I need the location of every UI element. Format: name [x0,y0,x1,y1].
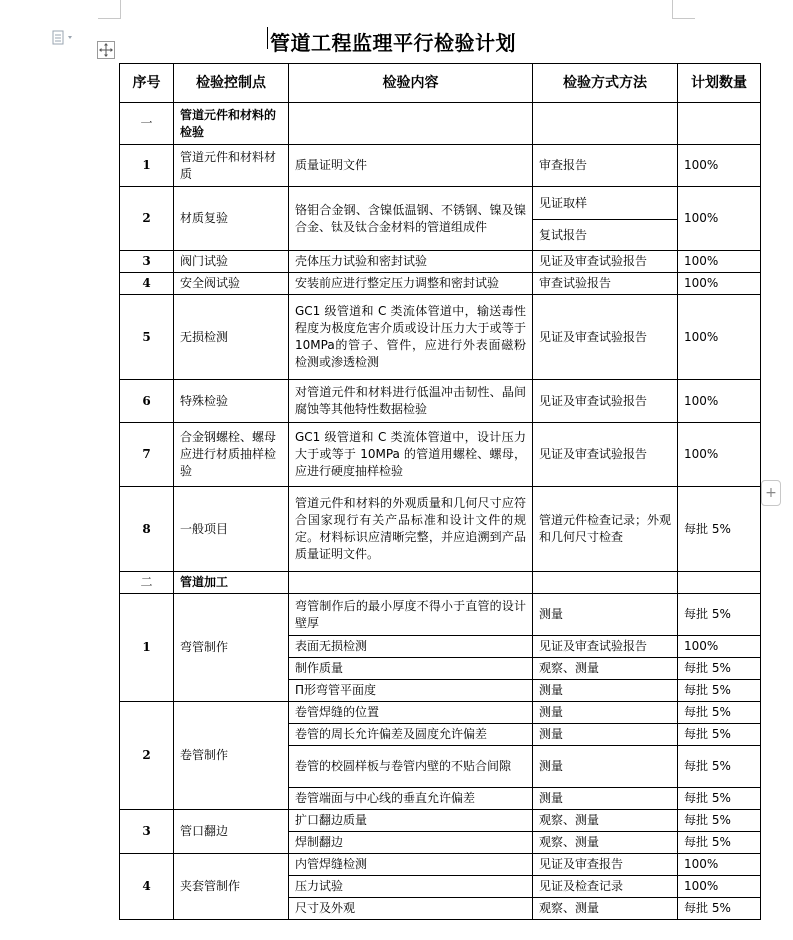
table-row [120,487,761,572]
table-row [120,380,761,423]
row-method: 审查试验报告 [533,273,678,295]
group-seq: 2 [120,702,174,810]
row-point: 阀门试验 [174,251,289,273]
row-seq: 5 [120,295,174,380]
header-content: 检验内容 [289,64,533,103]
header-control-point: 检验控制点 [174,64,289,103]
row-content: 卷管焊缝的位置 [289,702,533,724]
row-content: 压力试验 [289,876,533,898]
row-method: 测量 [533,746,678,788]
row-seq: 4 [120,273,174,295]
table-row [120,702,761,724]
row-content: 对管道元件和材料进行低温冲击韧性、晶间腐蚀等其他特性数据检验 [289,380,533,423]
add-row-plus-icon[interactable]: + [761,480,781,506]
row-seq: 6 [120,380,174,423]
row-method: 见证及审查试验报告 [533,423,678,487]
row-qty: 每批 5% [678,746,761,788]
section-title: 管道元件和材料的检验 [174,103,289,145]
row-qty: 每批 5% [678,788,761,810]
row-qty: 每批 5% [678,832,761,854]
table-row [120,594,761,636]
row-content: 壳体压力试验和密封试验 [289,251,533,273]
section-seq: 二 [120,572,174,594]
row-qty: 100% [678,854,761,876]
table-row [120,251,761,273]
row-qty: 100% [678,187,761,251]
row-method: 见证及审查试验报告 [533,636,678,658]
row-qty: 每批 5% [678,810,761,832]
row-method: 观察、测量 [533,658,678,680]
row-content: GC1 级管道和 C 类流体管道中，设计压力大于或等于 10MPa 的管道用螺栓、螺母，应进行硬度抽样检验 [289,423,533,487]
row-method: 见证及审查试验报告 [533,251,678,273]
row-method: 见证及审查报告 [533,854,678,876]
table-header-row [120,64,761,103]
row-qty: 每批 5% [678,680,761,702]
group-point: 夹套管制作 [174,854,289,920]
row-method: 测量 [533,594,678,636]
row-seq: 8 [120,487,174,572]
row-method: 测量 [533,788,678,810]
row-qty: 100% [678,636,761,658]
row-content: 焊制翻边 [289,832,533,854]
row-qty: 每批 5% [678,724,761,746]
row-content: 制作质量 [289,658,533,680]
inspection-plan-table [119,63,761,920]
row-content: 卷管的校圆样板与卷管内壁的不贴合间隙 [289,746,533,788]
row-method: 观察、测量 [533,898,678,920]
group-seq: 1 [120,594,174,702]
header-seq: 序号 [120,64,174,103]
row-content: 卷管端面与中心线的垂直允许偏差 [289,788,533,810]
group-point: 卷管制作 [174,702,289,810]
row-content: 内管焊缝检测 [289,854,533,876]
page-corner-mark-left [98,0,121,19]
row-seq: 1 [120,145,174,187]
row-method: 测量 [533,680,678,702]
row-point: 无损检测 [174,295,289,380]
row-point: 管道元件和材料材质 [174,145,289,187]
header-quantity: 计划数量 [678,64,761,103]
row-content: 扩口翻边质量 [289,810,533,832]
table-row [120,854,761,876]
row-content: 表面无损检测 [289,636,533,658]
row-method: 见证取样 [533,187,678,220]
document-icon[interactable] [52,30,76,46]
row-method: 观察、测量 [533,810,678,832]
row-seq: 3 [120,251,174,273]
row-qty: 100% [678,251,761,273]
page-corner-mark-right [672,0,695,19]
section-row [120,103,761,145]
table-row [120,273,761,295]
row-qty: 每批 5% [678,487,761,572]
table-row [120,145,761,187]
row-content: Π形弯管平面度 [289,680,533,702]
row-qty: 每批 5% [678,594,761,636]
row-point: 特殊检验 [174,380,289,423]
group-point: 管口翻边 [174,810,289,854]
row-method: 见证及检查记录 [533,876,678,898]
row-method: 观察、测量 [533,832,678,854]
text-cursor [267,27,268,49]
row-method: 见证及审查试验报告 [533,295,678,380]
row-qty: 100% [678,145,761,187]
row-qty: 每批 5% [678,658,761,680]
group-seq: 3 [120,810,174,854]
table-move-handle-icon[interactable] [97,41,115,59]
row-qty: 每批 5% [678,898,761,920]
row-qty: 100% [678,273,761,295]
row-qty: 100% [678,380,761,423]
table-row [120,295,761,380]
row-seq: 2 [120,187,174,251]
section-title: 管道加工 [174,572,289,594]
row-method: 复试报告 [533,220,678,251]
row-point: 一般项目 [174,487,289,572]
row-method: 测量 [533,724,678,746]
row-seq: 7 [120,423,174,487]
row-content: 尺寸及外观 [289,898,533,920]
group-seq: 4 [120,854,174,920]
table-row [120,423,761,487]
row-content: 质量证明文件 [289,145,533,187]
section-row [120,572,761,594]
row-content: 铬钼合金钢、含镍低温钢、不锈钢、镍及镍合金、钛及钛合金材料的管道组成件 [289,187,533,251]
row-content: 卷管的周长允许偏差及圆度允许偏差 [289,724,533,746]
row-qty: 每批 5% [678,702,761,724]
page-title: 管道工程监理平行检验计划 [270,31,516,55]
row-content: GC1 级管道和 C 类流体管道中，输送毒性程度为极度危害介质或设计压力大于或等于 10MPa的管子、管件，应进行外表面磁粉检测或渗透检测 [289,295,533,380]
group-point: 弯管制作 [174,594,289,702]
row-qty: 100% [678,295,761,380]
row-point: 合金钢螺栓、螺母应进行材质抽样检验 [174,423,289,487]
table-row [120,187,761,220]
header-method: 检验方式方法 [533,64,678,103]
row-content: 安装前应进行整定压力调整和密封试验 [289,273,533,295]
row-point: 安全阀试验 [174,273,289,295]
row-method: 见证及审查试验报告 [533,380,678,423]
row-method: 管道元件检查记录；外观和几何尺寸检查 [533,487,678,572]
section-seq: 一 [120,103,174,145]
row-method: 测量 [533,702,678,724]
row-point: 材质复验 [174,187,289,251]
row-qty: 100% [678,423,761,487]
table-row [120,810,761,832]
row-method: 审查报告 [533,145,678,187]
row-qty: 100% [678,876,761,898]
row-content: 管道元件和材料的外观质量和几何尺寸应符合国家现行有关产品标准和设计文件的规定。材料标识应清晰完整，并应追溯到产品质量证明文件。 [289,487,533,572]
row-content: 弯管制作后的最小厚度不得小于直管的设计壁厚 [289,594,533,636]
